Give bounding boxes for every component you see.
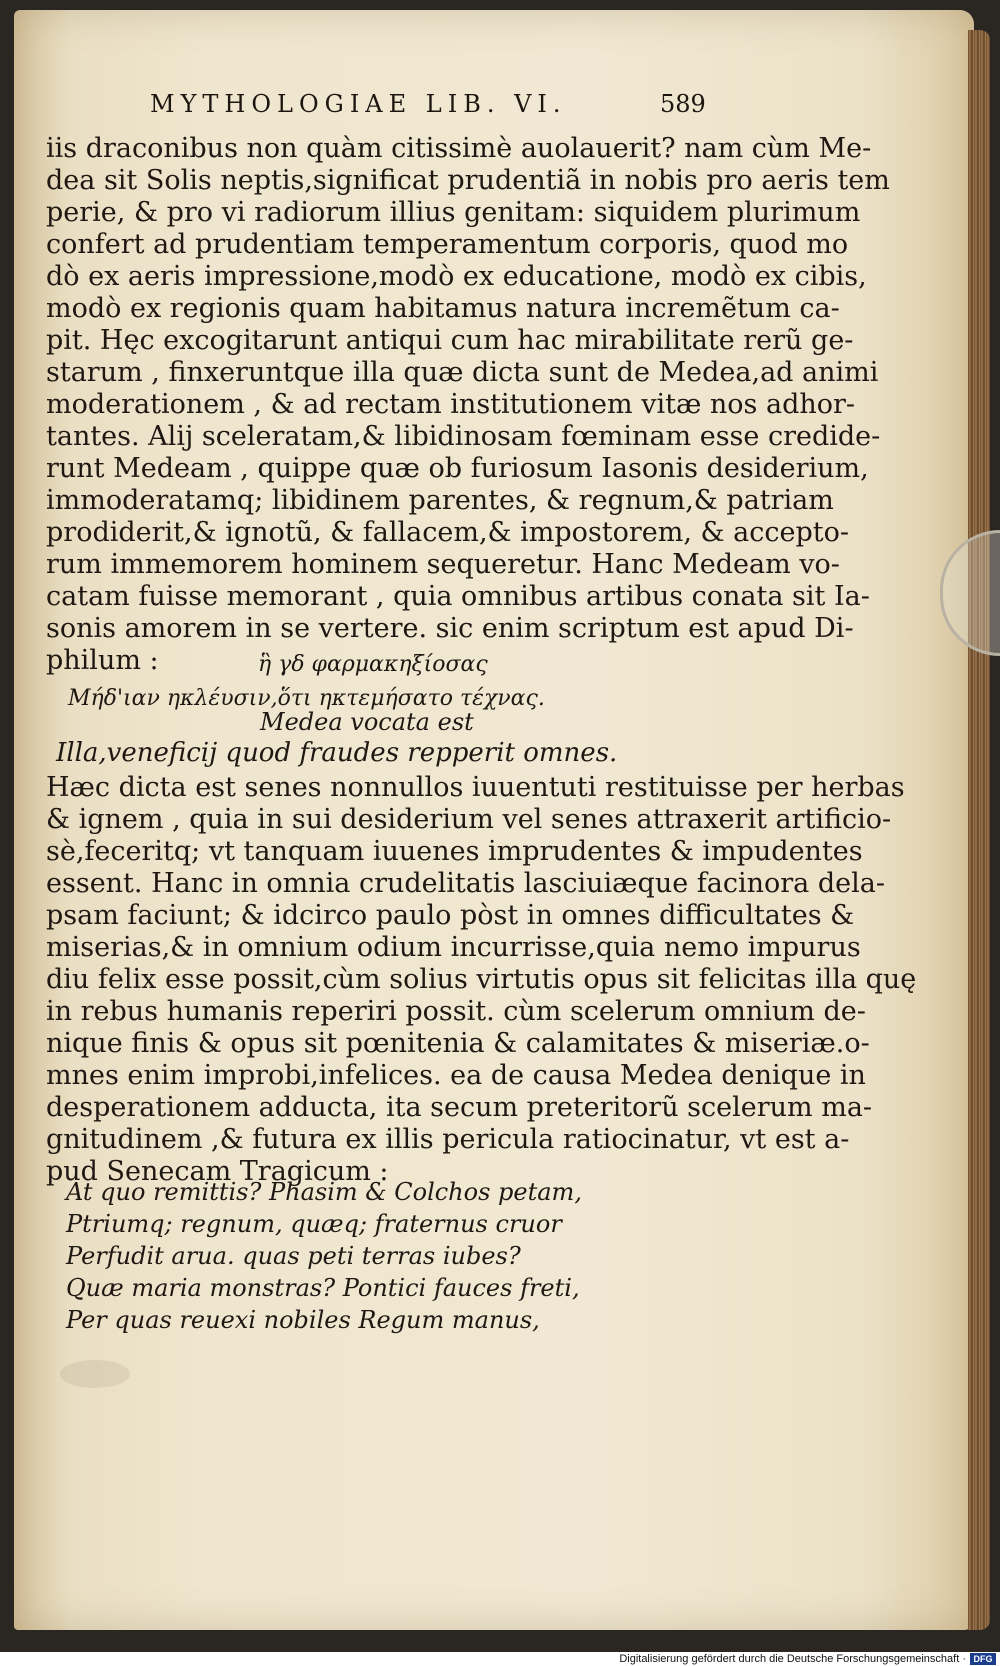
text-line: dea sit Solis neptis,significat prudentiã in nobis pro aeris tem: [46, 165, 890, 196]
text-line: psam faciunt; & idcirco paulo pòst in omnes difficultates &: [46, 900, 855, 931]
paragraph-2: [46, 772, 917, 1188]
greek-quote-line-2: Μήδ'ιαν ηκλέυσιν,ὅτι ηκτεμήσατο τέχνας.: [68, 686, 545, 711]
text-line: Hæc dicta est senes nonnullos iuuentuti restituisse per herbas: [46, 772, 905, 803]
text-line: sè,feceritq; vt tanquam iuuenes imprudentes & impudentes: [46, 836, 863, 867]
text-line: confert ad prudentiam temperamentum corporis, quod mo: [46, 229, 849, 260]
dfg-logo: DFG: [970, 1653, 996, 1665]
verse-line: Quæ maria monstras? Pontici fauces freti,: [66, 1274, 580, 1302]
text-line: runt Medeam , quippe quæ ob furiosum Iasonis desiderium,: [46, 453, 869, 484]
text-line: desperationem adducta, ita secum preteritorũ scelerum ma-: [46, 1092, 873, 1123]
text-line: iis draconibus non quàm citissimè auolauerit? nam cùm Me-: [46, 133, 872, 164]
greek-quote-line-1: ἣ γδ φαρμακηξίοσας: [258, 652, 488, 677]
text-line: miserias,& in omnium odium incurrisse,quia nemo impurus: [46, 932, 861, 963]
page-edges: [968, 30, 990, 1630]
text-line: starum , finxeruntque illa quæ dicta sunt de Medea,ad animi: [46, 357, 879, 388]
text-line: catam fuisse memorant , quia omnibus artibus conata sit Ia-: [46, 581, 870, 612]
verse-line: Per quas reuexi nobiles Regum manus,: [66, 1306, 540, 1334]
text-line: essent. Hanc in omnia crudelitatis lasciuiæque facinora dela-: [46, 868, 885, 899]
paragraph-1: [46, 133, 890, 677]
latin-quote-line-2: Illa,veneficij quod fraudes repperit omnes.: [56, 738, 618, 768]
text-line: gnitudinem ,& futura ex illis pericula ratiocinatur, vt est a-: [46, 1124, 850, 1155]
verse-line: Ptriumq; regnum, quæq; fraternus cruor: [66, 1210, 562, 1238]
text-line: & ignem , quia in sui desiderium vel senes attraxerit artificio-: [46, 804, 892, 835]
text-line: pit. Hęc excogitarunt antiqui cum hac mirabilitate rerũ ge-: [46, 325, 854, 356]
running-head: MYTHOLOGIAE LIB. VI.: [150, 90, 567, 118]
text-line: perie, & pro vi radiorum illius genitam: siquidem plurimum: [46, 197, 861, 228]
text-line: tantes. Alij sceleratam,& libidinosam fœminam esse credide-: [46, 421, 881, 452]
latin-quote-line-1: Medea vocata est: [260, 708, 474, 736]
text-line: prodiderit,& ignotũ, & fallacem,& impostorem, & accepto-: [46, 517, 849, 548]
text-line: pud Senecam Tragicum :: [46, 1156, 389, 1187]
ink-smudge: [60, 1360, 130, 1388]
page-number: 589: [660, 90, 706, 118]
digitization-credit: Digitalisierung gefördert durch die Deutsche Forschungsgemeinschaft ·: [619, 1653, 966, 1665]
text-line: diu felix esse possit,cùm solius virtutis opus sit felicitas illa quę: [46, 964, 917, 995]
text-line: nique finis & opus sit pœnitenia & calamitates & miseriæ.o-: [46, 1028, 870, 1059]
text-line: mnes enim improbi,infelices. ea de causa Medea denique in: [46, 1060, 866, 1091]
verse-line: At quo remittis? Phasim & Colchos petam,: [66, 1178, 582, 1206]
text-line: sonis amorem in se vertere. sic enim scriptum est apud Di-: [46, 613, 854, 644]
text-line: philum :: [46, 645, 159, 676]
text-line: rum immemorem hominem sequeretur. Hanc Medeam vo-: [46, 549, 840, 580]
seneca-verses: [66, 1176, 582, 1336]
text-line: moderationem , & ad rectam institutionem vitæ nos adhor-: [46, 389, 856, 420]
text-line: in rebus humanis reperiri possit. cùm scelerum omnium de-: [46, 996, 866, 1027]
text-line: immoderatamq; libidinem parentes, & regnum,& patriam: [46, 485, 834, 516]
verse-line: Perfudit arua. quas peti terras iubes?: [66, 1242, 521, 1270]
text-line: dò ex aeris impressione,modò ex educatione, modò ex cibis,: [46, 261, 867, 292]
text-line: modò ex regionis quam habitamus natura incremẽtum ca-: [46, 293, 840, 324]
